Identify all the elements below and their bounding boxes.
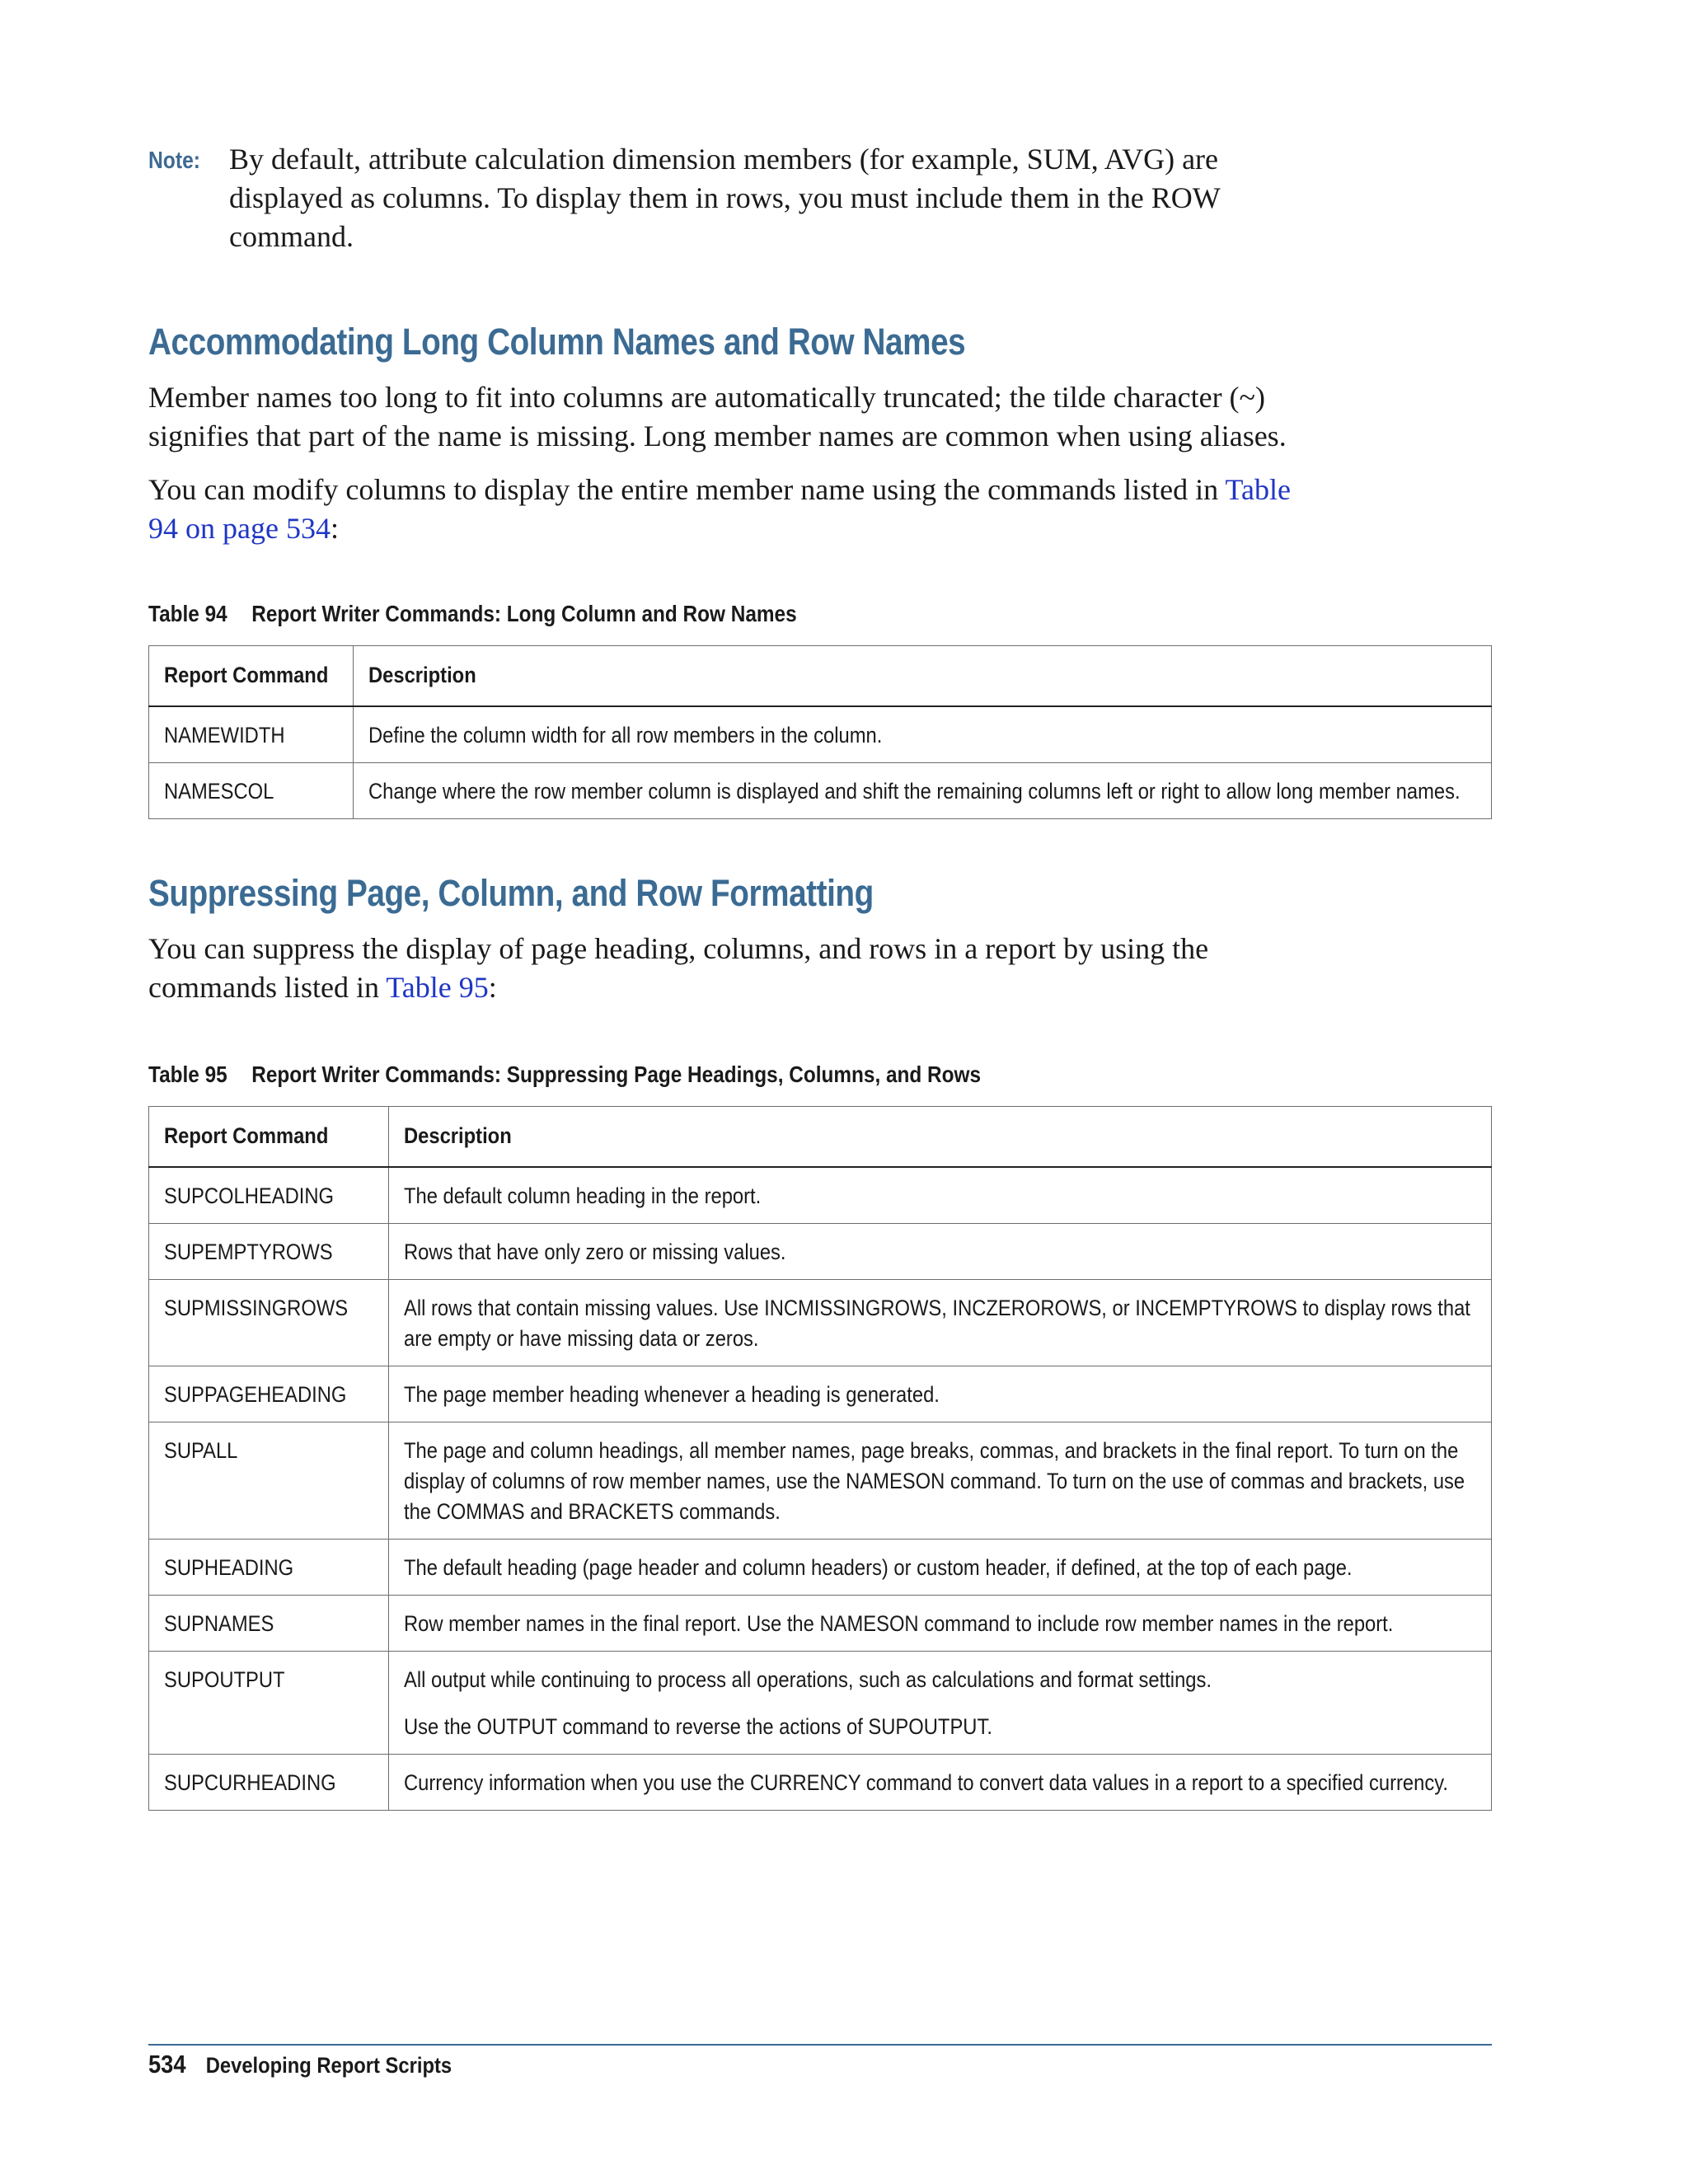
description-cell: [388, 1652, 1491, 1755]
description-cell: The page member heading whenever a heading is generated.: [388, 1366, 1491, 1422]
description-cell: The page and column headings, all member names, page breaks, commas, and brackets in the final report. To turn on the display of columns of row member names, use the NAMESON command. To turn on the use of commas and brackets, use the COMMAS and BRACKETS commands.: [388, 1422, 1491, 1540]
table-row: [149, 1167, 1492, 1224]
command-cell: SUPOUTPUT: [149, 1652, 389, 1755]
command-cell: SUPMISSINGROWS: [149, 1280, 389, 1366]
description-cell: The default heading (page header and column headers) or custom header, if defined, at the top of each page.: [388, 1540, 1491, 1596]
table-94-number: Table 94: [148, 601, 227, 626]
note-label: Note:: [148, 148, 200, 174]
command-cell: SUPEMPTYROWS: [149, 1224, 389, 1280]
table-95-number: Table 95: [148, 1062, 227, 1087]
page-content: [148, 140, 1492, 1811]
section1-paragraph-2-text: You can modify columns to display the entire member name using the commands listed in: [148, 473, 1226, 506]
page-footer: [148, 2050, 452, 2079]
command-cell: SUPHEADING: [149, 1540, 389, 1596]
column-header: Report Command: [149, 1107, 389, 1168]
table-94-title: Report Writer Commands: Long Column and Row Names: [251, 601, 797, 626]
chapter-title: Developing Report Scripts: [205, 2053, 452, 2078]
command-cell: NAMESCOL: [149, 763, 354, 819]
command-cell: SUPNAMES: [149, 1596, 389, 1652]
column-header: Description: [388, 1107, 1491, 1168]
description-cell: All rows that contain missing values. Use INCMISSINGROWS, INCZEROROWS, or INCEMPTYROWS to display rows that are empty or have missing data or zeros.: [388, 1280, 1491, 1366]
table-row: [149, 1366, 1492, 1422]
table-row: [149, 706, 1492, 763]
table-95-title: Report Writer Commands: Suppressing Page Headings, Columns, and Rows: [251, 1062, 982, 1087]
table-row: [149, 1540, 1492, 1596]
section-heading-long-names: Accommodating Long Column Names and Row Names: [148, 321, 966, 363]
table-row: [149, 1755, 1492, 1811]
section1-paragraph-2: [148, 471, 1302, 548]
table-row: [149, 1422, 1492, 1540]
section1-paragraph-1: Member names too long to fit into columns are automatically truncated; the tilde character (~) signifies that part of the name is missing. Long member names are common when using aliases.: [148, 381, 1287, 452]
command-cell: SUPCOLHEADING: [149, 1167, 389, 1224]
section1-paragraph-2-end: :: [330, 512, 339, 545]
table-row: [149, 1596, 1492, 1652]
note-text: By default, attribute calculation dimension members (for example, SUM, AVG) are displayed as columns. To display them in rows, you must include them in the ROW command.: [229, 143, 1221, 253]
section-heading-suppressing: Suppressing Page, Column, and Row Formatting: [148, 872, 874, 914]
footer-divider: [148, 2044, 1492, 2046]
command-cell: SUPPAGEHEADING: [149, 1366, 389, 1422]
table-header-row: [149, 1107, 1492, 1168]
description-cell: Row member names in the final report. Use the NAMESON command to include row member names in the report.: [388, 1596, 1491, 1652]
column-header: Report Command: [149, 646, 354, 707]
page-number: 534: [148, 2050, 186, 2079]
table-94-caption: [148, 601, 1317, 627]
table-header-row: [149, 646, 1492, 707]
command-cell: NAMEWIDTH: [149, 706, 354, 763]
command-cell: SUPALL: [149, 1422, 389, 1540]
section2-paragraph-end: :: [488, 971, 497, 1004]
table-row: [149, 1652, 1492, 1755]
table-row: [149, 1224, 1492, 1280]
table-95-caption: [148, 1062, 1317, 1088]
table-row: [149, 1280, 1492, 1366]
description-cell: The default column heading in the report.: [388, 1167, 1491, 1224]
section2-paragraph: [148, 930, 1302, 1007]
note-block: [148, 140, 1269, 256]
column-header: Description: [354, 646, 1492, 707]
description-cell: Change where the row member column is displayed and shift the remaining columns left or right to allow long member names.: [354, 763, 1492, 819]
table-94-link[interactable]: Table 94 on page 534: [148, 473, 1291, 545]
section2-paragraph-text: You can suppress the display of page heading, columns, and rows in a report by using the commands listed in: [148, 932, 1209, 1004]
description-line: Use the OUTPUT command to reverse the actions of SUPOUTPUT.: [403, 1714, 992, 1739]
table-95: [148, 1106, 1492, 1811]
description-cell: Currency information when you use the CURRENCY command to convert data values in a report to a specified currency.: [388, 1755, 1491, 1811]
table-94: [148, 645, 1492, 819]
table-row: [149, 763, 1492, 819]
table-95-link[interactable]: Table 95: [386, 971, 489, 1004]
command-cell: SUPCURHEADING: [149, 1755, 389, 1811]
description-cell: Rows that have only zero or missing values.: [388, 1224, 1491, 1280]
description-line: All output while continuing to process all operations, such as calculations and format settings.: [403, 1667, 1212, 1692]
description-cell: Define the column width for all row members in the column.: [354, 706, 1492, 763]
